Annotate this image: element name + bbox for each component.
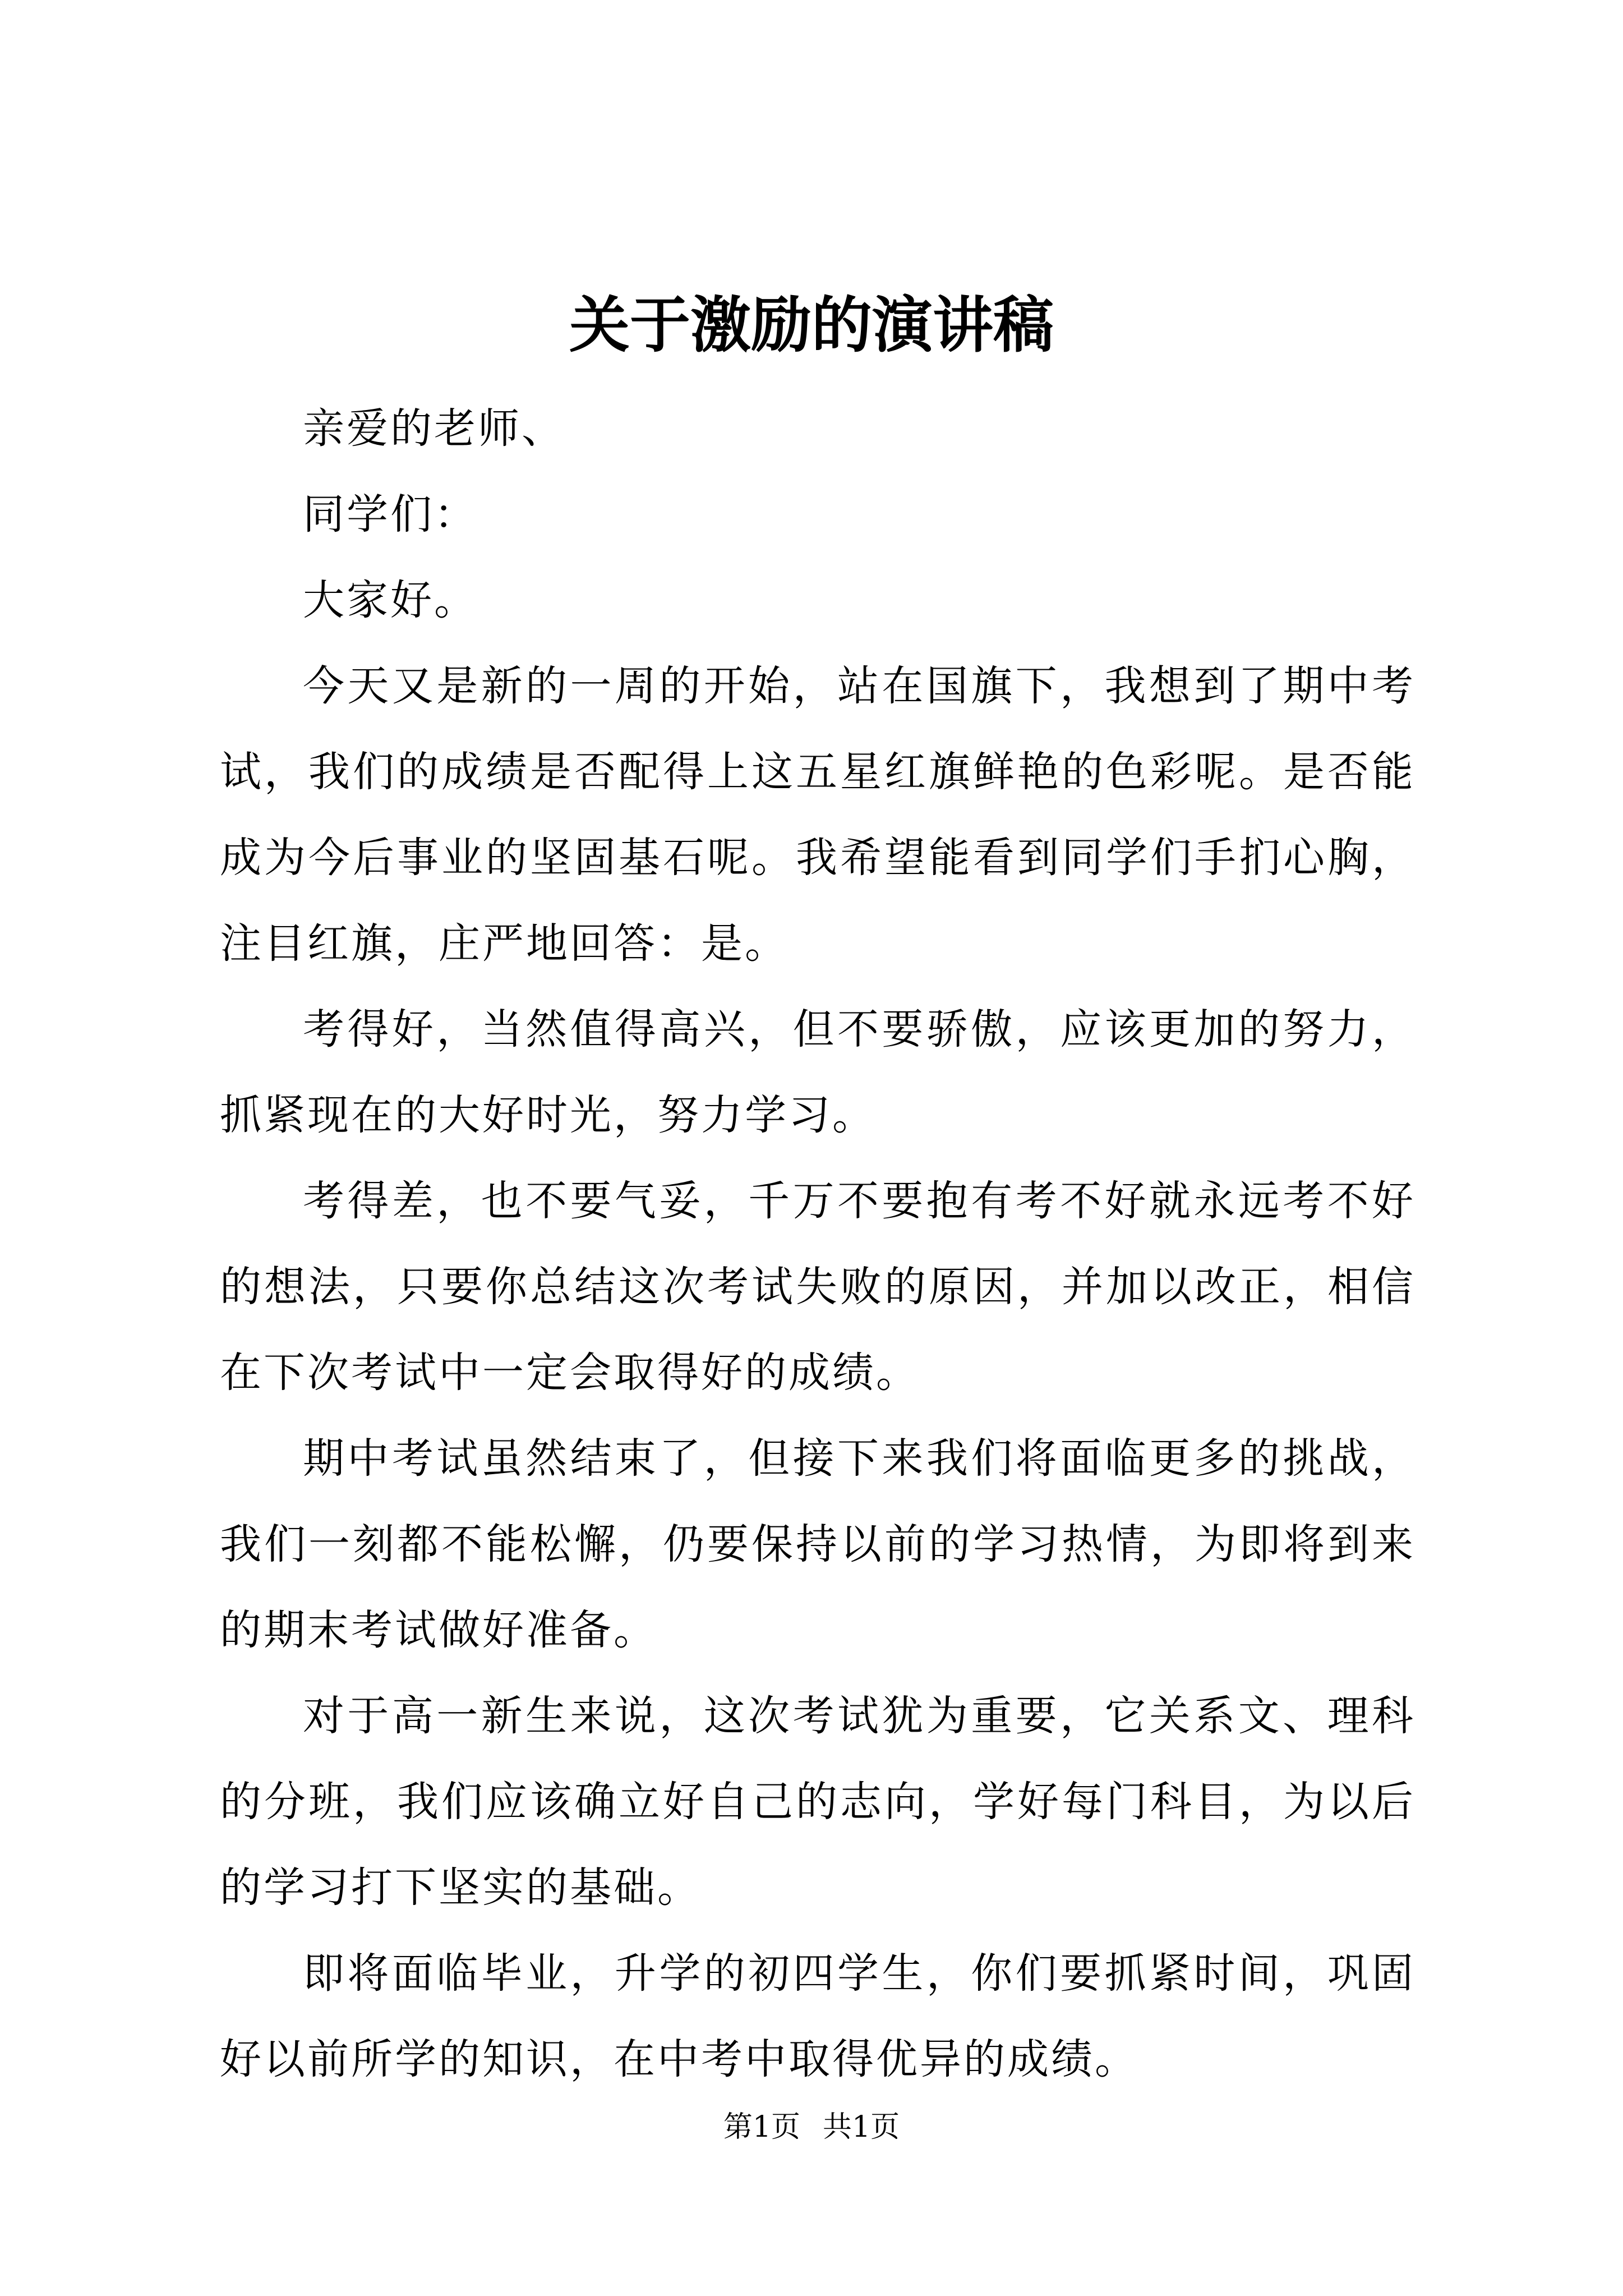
greeting-line: 亲爱的老师、 xyxy=(303,404,565,453)
body-paragraph: 即将面临毕业，升学的初四学生，你们要抓紧时间，巩固好以前所学的知识，在中考中取得优异的成绩。 xyxy=(220,1949,1415,2083)
document-title: 关于激励的演讲稿 xyxy=(569,290,1054,361)
body-paragraph: 考得差，也不要气妥，千万不要抱有考不好就永远考不好的想法，只要你总结这次考试失败的原因，并加以改正，相信在下次考试中一定会取得好的成绩。 xyxy=(220,1177,1415,1397)
page-footer xyxy=(0,2105,1623,2150)
page-number: 第1页 xyxy=(723,2110,800,2144)
greeting-line: 同学们： xyxy=(303,490,478,539)
body-paragraph: 期中考试虽然结束了，但接下来我们将面临更多的挑战，我们一刻都不能松懈，仍要保持以前的学习热情，为即将到来的期末考试做好准备。 xyxy=(220,1434,1415,1654)
body-paragraph: 考得好，当然值得高兴，但不要骄傲，应该更加的努力，抓紧现在的大好时光，努力学习。 xyxy=(220,1005,1415,1139)
body-paragraph: 对于高一新生来说，这次考试犹为重要，它关系文、理科的分班，我们应该确立好自己的志向，学好每门科目，为以后的学习打下坚实的基础。 xyxy=(220,1692,1415,1912)
page-total: 共1页 xyxy=(823,2110,900,2144)
body-paragraph: 今天又是新的一周的开始，站在国旗下，我想到了期中考试，我们的成绩是否配得上这五星红旗鲜艳的色彩呢。是否能成为今后事业的坚固基石呢。我希望能看到同学们手扪心胸，注目红旗，庄严地回答：是。 xyxy=(220,662,1415,968)
document-body xyxy=(220,386,1415,2102)
greeting-line: 大家好。 xyxy=(303,576,478,624)
